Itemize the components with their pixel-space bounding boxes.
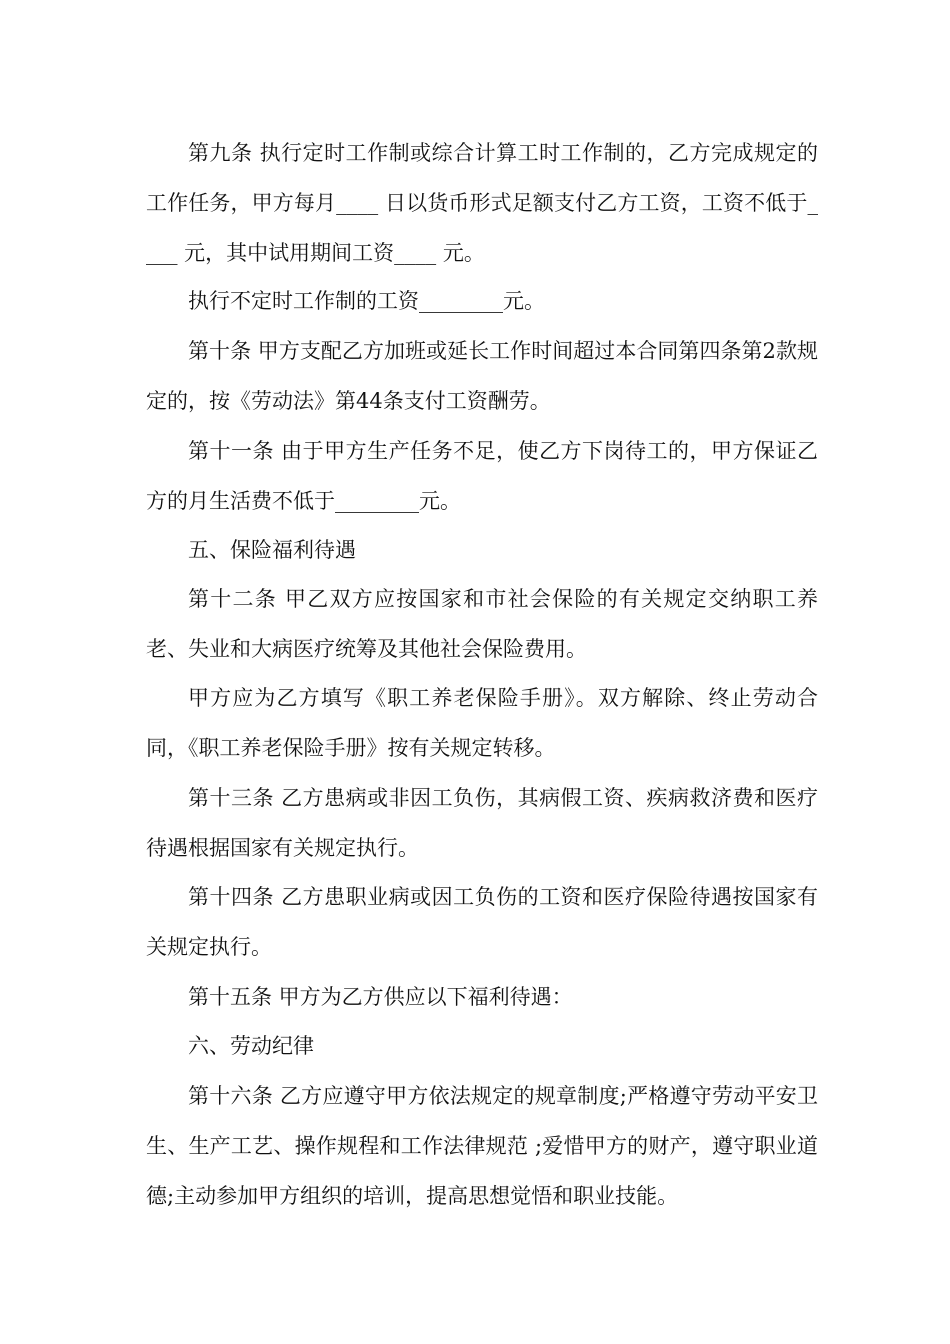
paragraph-article-12: 第十二条 甲乙双方应按国家和市社会保险的有关规定交纳职工养老、失业和大病医疗统筹及其他社会保险费用。 xyxy=(146,587,818,661)
paragraph-article-14: 第十四条 乙方患职业病或因工负伤的工资和医疗保险待遇按国家有关规定执行。 xyxy=(146,885,818,959)
section-heading-insurance-welfare: 五、保险福利待遇 xyxy=(188,538,356,562)
paragraph-article-15: 第十五条 甲方为乙方供应以下福利待遇： xyxy=(188,985,573,1009)
paragraph-article-10: 第十条 甲方支配乙方加班或延长工作时间超过本合同第四条第2款规定的，按《劳动法》第44条支付工资酬劳。 xyxy=(146,339,818,413)
paragraph-article-16: 第十六条 乙方应遵守甲方依法规定的规章制度;严格遵守劳动平安卫生、生产工艺、操作规程和工作法律规范 ;爱惜甲方的财产，遵守职业道德;主动参加甲方组织的培训，提高思想觉悟和职业技能。 xyxy=(146,1084,818,1208)
paragraph-article-13: 第十三条 乙方患病或非因工负伤，其病假工资、疾病救济费和医疗待遇根据国家有关规定执行。 xyxy=(146,786,818,860)
paragraph-article-12-supplement: 甲方应为乙方填写《职工养老保险手册》。双方解除、终止劳动合同，《职工养老保险手册》按有关规定转移。 xyxy=(146,686,818,760)
paragraph-article-11: 第十一条 由于甲方生产任务不足，使乙方下岗待工的，甲方保证乙方的月生活费不低于________元。 xyxy=(146,439,818,513)
section-heading-labor-discipline: 六、劳动纪律 xyxy=(188,1034,314,1058)
paragraph-article-9: 第九条 执行定时工作制或综合计算工时工作制的，乙方完成规定的工作任务，甲方每月____ 日以货币形式足额支付乙方工资，工资不低于____ 元，其中试用期间工资____ 元。 xyxy=(146,141,818,265)
paragraph-article-9-supplement: 执行不定时工作制的工资________元。 xyxy=(188,289,545,313)
